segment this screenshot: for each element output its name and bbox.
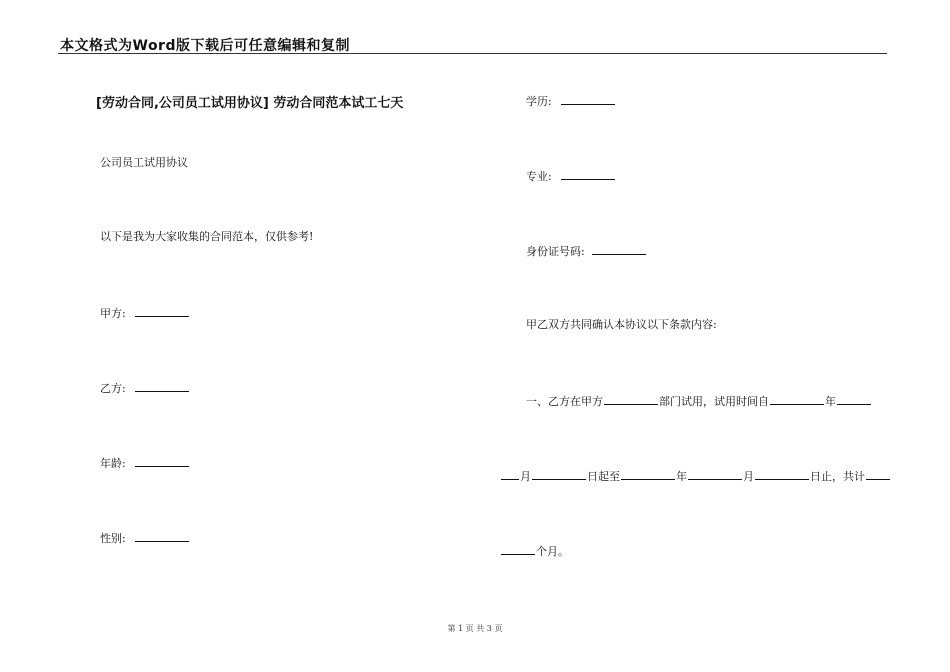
- clause-1-part-2: 部门试用，试用时间自: [659, 395, 769, 408]
- party-b-blank: [135, 380, 189, 392]
- total-months-blank-a: [866, 468, 890, 480]
- clause-1-part-7: 月: [743, 470, 754, 483]
- start-year-blank: [770, 393, 824, 405]
- gender-label: 性别:: [100, 532, 126, 545]
- major-blank: [561, 168, 615, 180]
- id-number-field: [526, 243, 647, 259]
- document-title: [劳动合同,公司员工试用协议] 劳动合同范本试工七天: [96, 96, 404, 111]
- end-year-blank: [621, 468, 675, 480]
- clause-1-line-2: [500, 468, 891, 484]
- major-label: 专业:: [526, 170, 552, 183]
- major-field: [526, 168, 616, 184]
- clause-1-part-3: 年: [825, 395, 836, 408]
- intro-text: 以下是我为大家收集的合同范本，仅供参考!: [100, 230, 314, 243]
- start-day-blank: [532, 468, 586, 480]
- gender-field: [100, 530, 190, 546]
- clause-1-part-6: 年: [676, 470, 687, 483]
- clause-1-line-3: [500, 543, 569, 559]
- party-b-field: [100, 380, 190, 396]
- department-blank: [604, 393, 658, 405]
- clause-1-part-5: 日起至: [587, 470, 620, 483]
- clause-1-part-9: 个月。: [536, 545, 569, 558]
- age-label: 年龄:: [100, 457, 126, 470]
- gender-blank: [135, 530, 189, 542]
- age-field: [100, 455, 190, 471]
- header-divider: [58, 53, 887, 54]
- start-month-blank-a: [837, 393, 871, 405]
- page-number: 第 1 页 共 3 页: [447, 624, 503, 633]
- clause-1-part-8: 日止，共计: [810, 470, 865, 483]
- id-number-label: 身份证号码:: [526, 245, 585, 258]
- age-blank: [135, 455, 189, 467]
- party-a-label: 甲方:: [100, 307, 126, 320]
- header-title: 本文格式为Word版下载后可任意编辑和复制: [60, 38, 350, 54]
- total-months-blank-b: [501, 543, 535, 555]
- education-label: 学历:: [526, 95, 552, 108]
- party-a-field: [100, 305, 190, 321]
- party-b-label: 乙方:: [100, 382, 126, 395]
- document-subtitle: 公司员工试用协议: [100, 156, 188, 169]
- clause-1-line-1: [526, 393, 872, 409]
- end-day-blank: [755, 468, 809, 480]
- education-blank: [561, 93, 615, 105]
- education-field: [526, 93, 616, 109]
- agreement-text: 甲乙双方共同确认本协议以下条款内容:: [526, 318, 717, 331]
- start-month-blank-b: [501, 468, 519, 480]
- clause-1-part-4: 月: [520, 470, 531, 483]
- party-a-blank: [135, 305, 189, 317]
- clause-1-part-1: 一、乙方在甲方: [526, 395, 603, 408]
- end-month-blank: [688, 468, 742, 480]
- id-number-blank: [592, 243, 646, 255]
